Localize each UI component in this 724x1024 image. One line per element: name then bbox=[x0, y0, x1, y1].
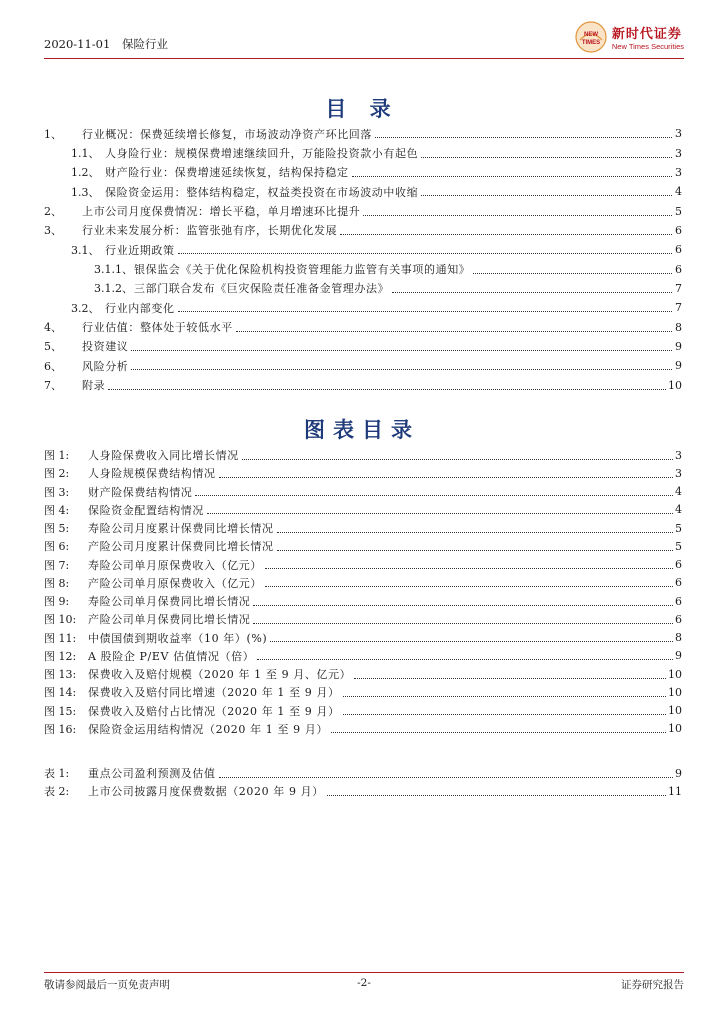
figure-entry-title: 保险资金配置结构情况 bbox=[88, 503, 204, 517]
figure-entry-number: 图 8: bbox=[44, 576, 70, 590]
toc-leader-dots bbox=[363, 215, 672, 216]
figure-entry-page: 6 bbox=[675, 558, 682, 572]
toc-entry-number: 3.1、 bbox=[71, 243, 100, 257]
figure-entry-number: 图 5: bbox=[44, 522, 70, 536]
toc-leader-dots bbox=[352, 176, 672, 177]
leader-dots bbox=[257, 659, 673, 660]
figure-entry[interactable] bbox=[44, 683, 682, 701]
table-entry[interactable] bbox=[44, 764, 682, 782]
toc-entry-page: 9 bbox=[675, 359, 682, 373]
svg-text:NEW: NEW bbox=[583, 32, 598, 38]
toc-entry-title: 三部门联合发布《巨灾保险责任准备金管理办法》 bbox=[134, 282, 390, 296]
table-entry-page: 9 bbox=[675, 766, 682, 780]
table-entry-number: 表 1: bbox=[44, 767, 70, 781]
table-entry-page: 11 bbox=[668, 784, 682, 798]
toc-entry-page: 7 bbox=[675, 281, 682, 295]
toc-entry[interactable] bbox=[44, 182, 682, 201]
toc-entry-title: 行业估值：整体处于较低水平 bbox=[82, 321, 233, 335]
leader-dots bbox=[354, 678, 666, 679]
figure-entry-page: 10 bbox=[668, 667, 682, 681]
toc-entry-number: 1.2、 bbox=[71, 166, 100, 180]
figure-entry-number: 图 14: bbox=[44, 686, 77, 700]
figure-entry[interactable] bbox=[44, 665, 682, 683]
logo-chinese-name: 新时代证券 bbox=[611, 27, 682, 42]
figure-entry-title: 财产险保费结构情况 bbox=[88, 485, 193, 499]
toc-entry-number: 3、 bbox=[44, 224, 62, 238]
figure-entry[interactable] bbox=[44, 592, 682, 610]
figure-entry[interactable] bbox=[44, 647, 682, 665]
toc-entry[interactable] bbox=[44, 317, 682, 336]
new-times-logo-icon bbox=[574, 20, 608, 54]
table-entry-number: 表 2: bbox=[44, 785, 70, 799]
figure-entry-number: 图 16: bbox=[44, 722, 77, 736]
toc-entry-page: 3 bbox=[675, 165, 682, 179]
toc-entry-number: 3.1.1、 bbox=[94, 263, 133, 277]
toc-entry-page: 3 bbox=[675, 146, 682, 160]
figure-entry-title: A 股险企 P/EV 估值情况（倍） bbox=[88, 649, 255, 663]
figure-entry-title: 人身险规模保费结构情况 bbox=[88, 467, 216, 481]
toc-leader-dots bbox=[421, 157, 672, 158]
toc-leader-dots bbox=[473, 273, 672, 274]
figure-entry-number: 图 11: bbox=[44, 631, 77, 645]
figure-entry-number: 图 13: bbox=[44, 668, 77, 682]
toc-entry[interactable] bbox=[44, 356, 682, 375]
toc-entry-number: 6、 bbox=[44, 359, 62, 373]
figure-entry-page: 10 bbox=[668, 685, 682, 699]
toc-entry-title: 行业未来发展分析：监管张弛有序，长期优化发展 bbox=[82, 224, 338, 238]
svg-text:TIMES: TIMES bbox=[581, 40, 601, 46]
toc-entry-page: 6 bbox=[675, 262, 682, 276]
toc-entry[interactable] bbox=[44, 259, 682, 278]
figure-entry-page: 6 bbox=[675, 594, 682, 608]
toc-entry[interactable] bbox=[44, 337, 682, 356]
toc-entry[interactable] bbox=[44, 279, 682, 298]
toc-entry[interactable] bbox=[44, 163, 682, 182]
toc-entry-title: 行业概况：保费延续增长修复，市场波动净资产环比回落 bbox=[82, 127, 372, 141]
sector-name: 保险行业 bbox=[121, 37, 168, 51]
leader-dots bbox=[265, 568, 673, 569]
figure-entry-title: 人身险保费收入同比增长情况 bbox=[88, 449, 239, 463]
toc-entry-title: 财产险行业：保费增速延续恢复，结构保持稳定 bbox=[105, 166, 349, 180]
leader-dots bbox=[277, 550, 673, 551]
toc-entry-number: 1、 bbox=[44, 127, 62, 141]
toc-entry-number: 7、 bbox=[44, 379, 62, 393]
figure-entry-page: 9 bbox=[675, 649, 682, 663]
figure-entry[interactable] bbox=[44, 483, 682, 501]
toc-entry-number: 1.3、 bbox=[71, 185, 100, 199]
leader-dots bbox=[327, 795, 666, 796]
figure-entry-page: 3 bbox=[675, 448, 682, 462]
leader-dots bbox=[242, 459, 673, 460]
page-footer bbox=[44, 977, 684, 993]
logo-english-name: New Times Securities bbox=[611, 42, 684, 51]
toc-entry-number: 3.2、 bbox=[71, 301, 100, 315]
figure-entry-page: 8 bbox=[675, 631, 682, 645]
toc-entry[interactable] bbox=[44, 221, 682, 240]
figure-entry[interactable] bbox=[44, 519, 682, 537]
figure-entry-title: 寿险公司单月保费同比增长情况 bbox=[88, 595, 251, 609]
figure-entry-title: 保费收入及赔付同比增速（2020 年 1 至 9 月） bbox=[88, 686, 340, 700]
page-header bbox=[44, 20, 684, 56]
figure-entry-page: 3 bbox=[675, 466, 682, 480]
figure-entry-page: 10 bbox=[668, 704, 682, 718]
figure-entry-page: 5 bbox=[675, 539, 682, 553]
figure-entry[interactable] bbox=[44, 501, 682, 519]
figure-entry[interactable] bbox=[44, 610, 682, 628]
toc-entry-page: 5 bbox=[675, 204, 682, 218]
toc-entry-title: 上市公司月度保费情况：增长平稳，单月增速环比提升 bbox=[82, 205, 361, 219]
toc-entry-page: 10 bbox=[668, 378, 682, 392]
toc-entry[interactable] bbox=[44, 240, 682, 259]
figure-entry[interactable] bbox=[44, 464, 682, 482]
figure-entry-title: 保费收入及赔付占比情况（2020 年 1 至 9 月） bbox=[88, 704, 340, 718]
toc-leader-dots bbox=[131, 350, 672, 351]
figure-entry[interactable] bbox=[44, 702, 682, 720]
figure-entry-title: 中债国债到期收益率（10 年）(%) bbox=[88, 631, 268, 645]
figure-entry-page: 4 bbox=[675, 485, 682, 499]
figure-entry-number: 图 10: bbox=[44, 613, 77, 627]
header-info bbox=[44, 36, 176, 52]
toc-entry-page: 7 bbox=[675, 301, 682, 315]
figure-list-title: 图表目录 bbox=[304, 418, 420, 442]
report-type: 证券研究报告 bbox=[621, 979, 684, 991]
toc-leader-dots bbox=[178, 311, 672, 312]
figure-entry-page: 6 bbox=[675, 576, 682, 590]
leader-dots bbox=[270, 641, 673, 642]
figure-entry-number: 图 4: bbox=[44, 503, 70, 517]
toc-entry-title: 行业内部变化 bbox=[105, 301, 175, 315]
figure-entry-number: 图 12: bbox=[44, 649, 77, 663]
report-date: 2020-11-01 bbox=[44, 37, 111, 51]
table-of-contents bbox=[44, 124, 682, 395]
toc-entry-number: 2、 bbox=[44, 205, 62, 219]
figure-entry-page: 6 bbox=[675, 612, 682, 626]
toc-entry-page: 6 bbox=[675, 223, 682, 237]
figure-entry-number: 图 3: bbox=[44, 485, 70, 499]
leader-dots bbox=[277, 532, 673, 533]
page-number: -2- bbox=[357, 977, 371, 989]
toc-entry-number: 4、 bbox=[44, 321, 62, 335]
leader-dots bbox=[343, 696, 666, 697]
toc-entry-page: 6 bbox=[675, 243, 682, 257]
company-logo bbox=[574, 20, 684, 54]
toc-entry[interactable] bbox=[44, 143, 682, 162]
toc-entry-title: 投资建议 bbox=[82, 340, 129, 354]
figure-entry[interactable] bbox=[44, 574, 682, 592]
toc-leader-dots bbox=[178, 253, 672, 254]
figure-entry[interactable] bbox=[44, 446, 682, 464]
figure-list bbox=[44, 446, 682, 738]
toc-leader-dots bbox=[392, 292, 672, 293]
leader-dots bbox=[265, 586, 673, 587]
toc-leader-dots bbox=[375, 137, 672, 138]
toc-entry[interactable] bbox=[44, 298, 682, 317]
figure-entry-number: 图 2: bbox=[44, 467, 70, 481]
toc-entry-title: 保险资金运用：整体结构稳定，权益类投资在市场波动中收缩 bbox=[105, 185, 419, 199]
table-list bbox=[44, 764, 682, 801]
toc-leader-dots bbox=[131, 369, 672, 370]
figure-entry-number: 图 9: bbox=[44, 595, 70, 609]
footer-divider bbox=[44, 972, 684, 973]
leader-dots bbox=[253, 623, 673, 624]
figure-entry-number: 图 7: bbox=[44, 558, 70, 572]
leader-dots bbox=[219, 777, 673, 778]
leader-dots bbox=[343, 714, 666, 715]
toc-entry[interactable] bbox=[44, 201, 682, 220]
toc-entry-title: 银保监会《关于优化保险机构投资管理能力监管有关事项的通知》 bbox=[134, 263, 471, 277]
figure-entry-title: 寿险公司月度累计保费同比增长情况 bbox=[88, 522, 274, 536]
figure-entry-title: 产险公司单月保费同比增长情况 bbox=[88, 613, 251, 627]
leader-dots bbox=[219, 477, 673, 478]
toc-entry-title: 人身险行业：规模保费增速继续回升，万能险投资款小有起色 bbox=[105, 147, 419, 161]
figure-entry[interactable] bbox=[44, 556, 682, 574]
toc-leader-dots bbox=[108, 389, 666, 390]
figure-entry-page: 10 bbox=[668, 722, 682, 736]
toc-leader-dots bbox=[340, 234, 672, 235]
toc-leader-dots bbox=[421, 195, 672, 196]
toc-entry-number: 5、 bbox=[44, 340, 62, 354]
toc-entry-page: 9 bbox=[675, 339, 682, 353]
figure-entry-number: 图 15: bbox=[44, 704, 77, 718]
toc-entry-page: 4 bbox=[675, 185, 682, 199]
figure-entry[interactable] bbox=[44, 537, 682, 555]
toc-entry-title: 风险分析 bbox=[82, 359, 129, 373]
figure-entry[interactable] bbox=[44, 720, 682, 738]
toc-entry[interactable] bbox=[44, 375, 682, 394]
leader-dots bbox=[195, 495, 673, 496]
disclaimer-note: 敬请参阅最后一页免责声明 bbox=[44, 979, 170, 991]
toc-entry-number: 3.1.2、 bbox=[94, 282, 133, 296]
leader-dots bbox=[253, 605, 673, 606]
figure-entry-title: 产险公司单月原保费收入（亿元） bbox=[88, 576, 262, 590]
figure-entry-number: 图 6: bbox=[44, 540, 70, 554]
toc-entry-title: 行业近期政策 bbox=[105, 243, 175, 257]
toc-entry-page: 3 bbox=[675, 127, 682, 141]
figure-entry-page: 5 bbox=[675, 521, 682, 535]
figure-entry-title: 保费收入及赔付规模（2020 年 1 至 9 月、亿元） bbox=[88, 668, 352, 682]
toc-entry-number: 1.1、 bbox=[71, 147, 100, 161]
figure-entry[interactable] bbox=[44, 629, 682, 647]
figure-entry-title: 保险资金运用结构情况（2020 年 1 至 9 月） bbox=[88, 722, 329, 736]
figure-entry-number: 图 1: bbox=[44, 449, 70, 463]
toc-entry-page: 8 bbox=[675, 320, 682, 334]
toc-entry[interactable] bbox=[44, 124, 682, 143]
figure-entry-title: 产险公司月度累计保费同比增长情况 bbox=[88, 540, 274, 554]
header-divider bbox=[44, 58, 684, 59]
toc-title: 目 录 bbox=[325, 97, 399, 121]
leader-dots bbox=[331, 732, 666, 733]
table-entry-title: 重点公司盈利预测及估值 bbox=[88, 767, 216, 781]
table-entry[interactable] bbox=[44, 782, 682, 800]
toc-leader-dots bbox=[236, 331, 672, 332]
table-entry-title: 上市公司披露月度保费数据（2020 年 9 月） bbox=[88, 785, 324, 799]
leader-dots bbox=[207, 513, 673, 514]
toc-entry-title: 附录 bbox=[82, 379, 106, 393]
figure-entry-title: 寿险公司单月原保费收入（亿元） bbox=[88, 558, 262, 572]
figure-entry-page: 4 bbox=[675, 503, 682, 517]
